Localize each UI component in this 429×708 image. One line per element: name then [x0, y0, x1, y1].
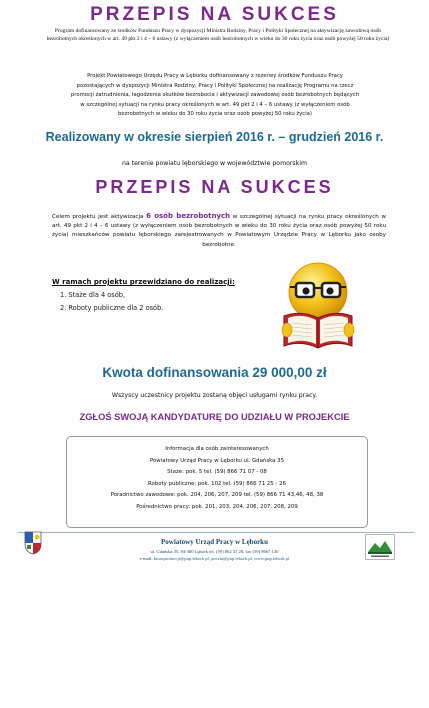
footer-email-links[interactable]: biuropromocji@pup.lebork.pl, poczta@pup.lebork.pl, www.pup.lebork.pl [153, 555, 290, 561]
project-info-line: bezrobotnych w wieku do 30 roku życia oraz osób powyżej 50 roku życia) [117, 111, 312, 117]
smiley-reading-book-icon [276, 260, 360, 352]
labour-office-logo-icon [365, 534, 395, 560]
goal-text-start: Celem projektu jest aktywizacja [52, 214, 147, 220]
funding-amount: Kwota dofinansowania 29 000,00 zł [102, 365, 327, 380]
plan-list [60, 289, 163, 315]
contact-line: Powiatowy Urząd Pracy w Lęborku ul. Gdańska 35 [149, 457, 285, 464]
goal-highlight: 6 osób bezrobotnych [146, 212, 231, 220]
project-info-line: w szczególnej sytuacji na rynku pracy określonych w art. 49 pkt 2 i 4 – 6 ustawy (z wyłączeniem osób [80, 101, 350, 108]
program-subtitle [28, 28, 408, 43]
contact-heading: Informacja dla osób zainteresowanych [165, 446, 269, 452]
program-subtitle-line: bezrobotnych określonych w art. 49 pkt 2 i 4 – 6 ustawy (z wyłączeniem osób bezrobotnych w wieku do 30 roku życia oraz osób powyżej 50 roku życia) [46, 35, 390, 42]
plan-item: 1. Staże dla 4 osób, [60, 291, 126, 299]
contact-line: Poradnictwo zawodowe: pok. 204, 206, 207, 209 tel. (59) 866 71 43,46, 48, 38 [110, 492, 324, 498]
program-subtitle-line: Program dofinansowany ze środków Funduszu Pracy w dyspozycji Ministra Rodziny, Pracy i Polityki Społecznej na aktywizację zawodową osób [54, 28, 382, 34]
project-title: PRZEPIS NA SUKCES [95, 177, 334, 197]
project-region: na terenie powiatu lęborskiego w województwie pomorskim [122, 160, 307, 167]
contact-info-box [66, 436, 368, 528]
contact-line: Roboty publiczne: pok. 102 tel. (59) 866 71 25 - 26 [148, 480, 286, 487]
footer-address-line: ul. Gdańska 35, 84-300 Lębork tel. (59) 862 37 28, fax (59) 8667 130 [150, 549, 279, 554]
plan-heading: W ramach projektu przewidziano do realizacji: [52, 278, 235, 286]
apply-call-to-action: ZGŁOŚ SWOJĄ KANDYDATURĘ DO UDZIAŁU W PROJEKCIE [79, 412, 350, 422]
contact-line: Staże: pok. 5 tel. (59) 866 71 07 - 08 [167, 469, 267, 475]
project-info-line: promocji zatrudnienia, łagodzenia skutków bezrobocia i aktywizacji zawodowej osób bezrobotnych będących [70, 92, 360, 98]
leaflet-title: PRZEPIS NA SUKCES [90, 4, 339, 25]
project-period: Realizowany w okresie sierpień 2016 r. – grudzień 2016 r. [45, 130, 384, 144]
project-info-line: Projekt Powiatowego Urzędu Pracy w Lęborku dofinansowany z rezerwy środków Funduszu Pracy [87, 73, 343, 79]
contact-line: Pośrednictwo pracy: pok. 201, 203, 204, 206, 207, 208, 209 [136, 503, 298, 510]
goal-text-end: w szczególnej sytuacji na rynku pracy określonych w art. 49 pkt 2 i 4 – 6 ustawy (z wyłączeniem osób bezrobotnych w wieku do 30 roku życia oraz osób powyżej 50 roku życia) mieszkańców powiatu lęborskiego zarejestrowanych w Powiatowym Urzędzie Pracy w Lęborku jako osoby bezrobotne. [52, 214, 386, 248]
project-info-line: pozostających w dyspozycji Ministra Rodziny, Pracy i Polityki Społecznej na realizację Programu na rzecz [76, 82, 354, 89]
footer-divider [18, 532, 414, 533]
project-goal [52, 212, 386, 250]
project-info [40, 72, 390, 120]
footer-email-label: e-mail: [139, 555, 154, 561]
footer-office-name: Powiatowy Urząd Pracy w Lęborku [161, 538, 268, 546]
participants-note: Wszyscy uczestnicy projektu zostaną objęci usługami rynku pracy. [111, 392, 318, 399]
plan-item: 2. Roboty publiczne dla 2 osób. [60, 304, 164, 312]
